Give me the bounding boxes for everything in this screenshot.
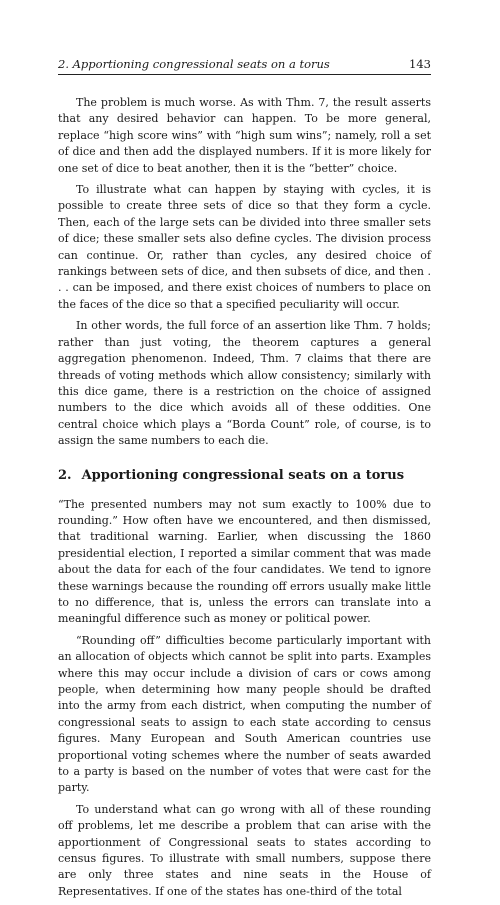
page-body [58,95,431,905]
running-head-title: 2. Apportioning congressional seats on a torus [58,57,330,71]
paragraph: The problem is much worse. As with Thm. 7, the result asserts that any desired behavior can happen. To be more general, replace “high score wins” with “high sum wins”; namely, roll a set of dice and then add the displayed numbers. If it is more likely for one set of dice to beat another, then it is the “better” choice. [58,96,431,175]
section-heading [58,467,431,485]
running-head [58,57,431,71]
header-rule [58,74,431,75]
paragraph: “The presented numbers may not sum exactly to 100% due to rounding.” How often have we encountered, and then dismissed, that traditional warning. Earlier, when discussing the 1860 presidential election, I reported a similar comment that was made about the data for each of the four candidates. We tend to ignore these warnings because the rounding off errors usually make little to no difference, that is, unless the errors can translate into a meaningful difference such as money or political power. [58,497,431,626]
section-number: 2. [58,467,72,483]
page-number: 143 [409,57,431,71]
paragraph: In other words, the full force of an assertion like Thm. 7 holds; rather than just voting, the theorem captures a general aggregation phenomenon. Indeed, Thm. 7 claims that there are threads of voting methods which allow consistency; similarly with this dice game, there is a restriction on the choice of assigned numbers to the dice which avoids all of these oddities. One central choice which plays a “Borda Count” role, of course, is to assign the same numbers to each die. [58,319,431,448]
section-title: Apportioning congressional seats on a torus [81,467,405,483]
paragraph: “Rounding off” difficulties become particularly important with an allocation of objects which cannot be split into parts. Examples where this may occur include a division of cars or cows among people, when determining how many people should be drafted into the army from each district, when computing the number of congressional seats to assign to each state according to census figures. Many European and South American countries use proportional voting schemes where the number of seats awarded to a party is based on the number of votes that were cast for the party. [58,633,431,795]
paragraph: To understand what can go wrong with all of these rounding off problems, let me describe a problem that can arise with the apportionment of Congressional seats to states according to census figures. To illustrate with small numbers, suppose there are only three states and nine seats in the House of Representatives. If one of the states has one-third of the total [58,802,431,898]
paragraph: To illustrate what can happen by staying with cycles, it is possible to create three sets of dice so that they form a cycle. Then, each of the large sets can be divided into three smaller sets of dice; these smaller sets also define cycles. The division process can continue. Or, rather than cycles, any desired choice of rankings between sets of dice, and then subsets of dice, and then . . . can be imposed, and there exist choices of numbers to place on the faces of the dice so that a specified peculiarity will occur. [58,183,431,311]
